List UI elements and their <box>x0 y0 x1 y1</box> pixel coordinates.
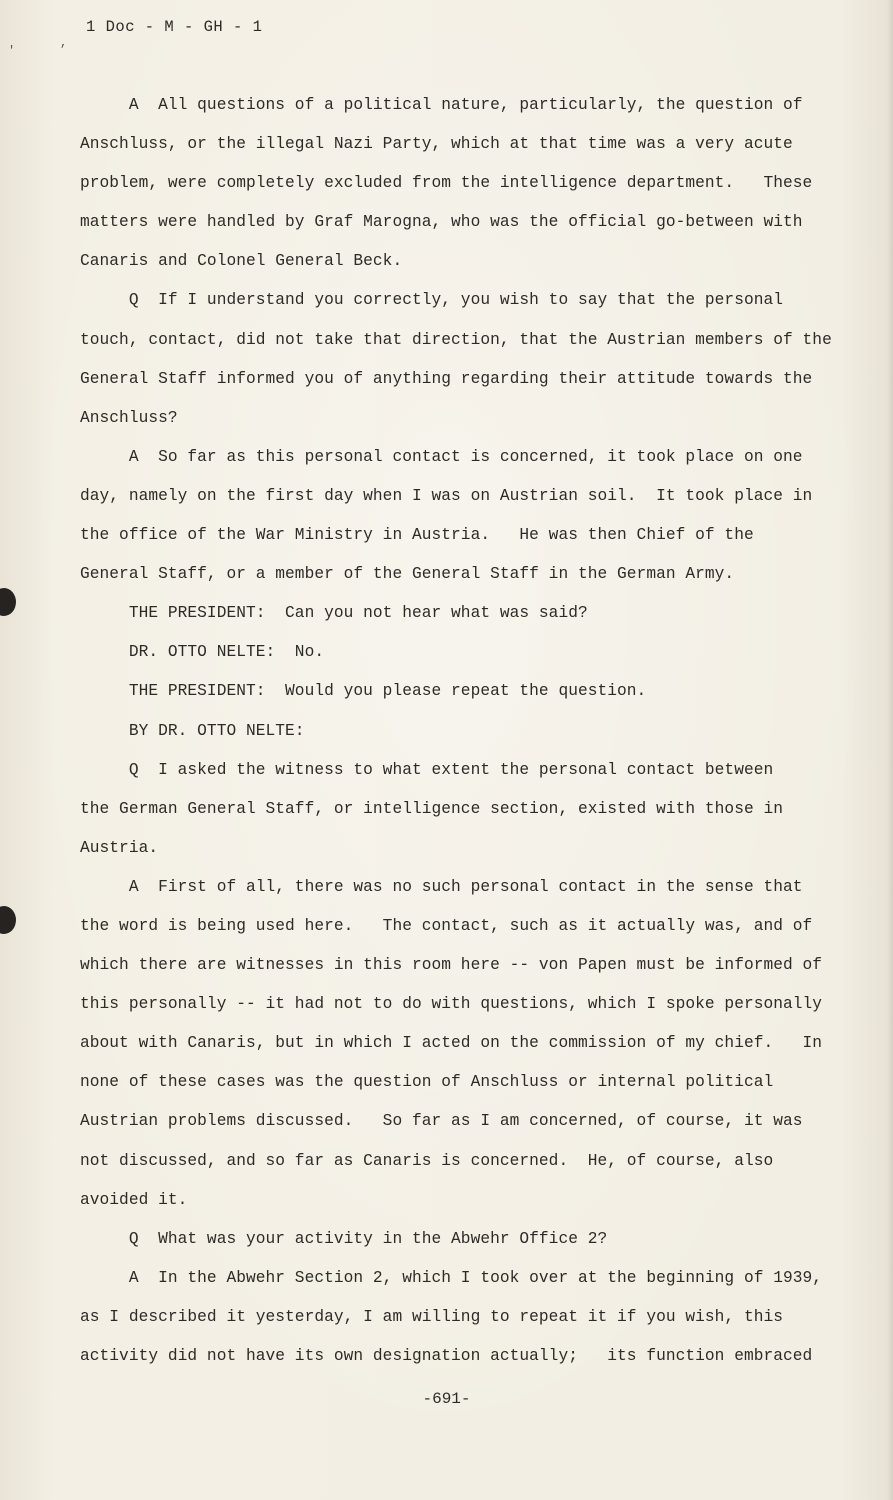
transcript-line: A So far as this personal contact is concerned, it took place on one <box>80 447 803 466</box>
transcript-line: the office of the War Ministry in Austria. He was then Chief of the <box>80 526 754 545</box>
document-header: 1 Doc - M - GH - 1 <box>86 18 263 36</box>
margin-mark: , <box>60 36 68 50</box>
transcript-line: activity did not have its own designation actually; its function embraced <box>80 1347 813 1365</box>
transcript-line: A In the Abwehr Section 2, which I took over at the beginning of 1939, <box>80 1268 823 1287</box>
transcript-line: the German General Staff, or intelligence section, existed with those in <box>80 799 784 818</box>
punch-hole <box>0 906 16 934</box>
transcript-line: as I described it yesterday, I am willing to repeat it if you wish, this <box>80 1307 784 1326</box>
transcript-line: A All questions of a political nature, particularly, the question of <box>80 96 803 114</box>
transcript-line: Canaris and Colonel General Beck. <box>80 252 403 271</box>
margin-mark: ' <box>8 44 16 58</box>
transcript-line: Q I asked the witness to what extent the personal contact between <box>80 760 774 779</box>
transcript-line: THE PRESIDENT: Would you please repeat the question. <box>80 682 647 701</box>
transcript-body <box>80 86 850 1376</box>
transcript-line: not discussed, and so far as Canaris is concerned. He, of course, also <box>80 1151 774 1170</box>
transcript-line: Anschluss, or the illegal Nazi Party, which at that time was a very acute <box>80 135 793 154</box>
transcript-line: avoided it. <box>80 1190 188 1209</box>
transcript-line: matters were handled by Graf Marogna, who was the official go-between with <box>80 213 803 232</box>
transcript-line: touch, contact, did not take that direction, that the Austrian members of the <box>80 330 832 349</box>
transcript-line: about with Canaris, but in which I acted on the commission of my chief. In <box>80 1034 823 1053</box>
transcript-line: which there are witnesses in this room here -- von Papen must be informed of <box>80 956 823 975</box>
transcript-line: Anschluss? <box>80 408 178 427</box>
transcript-line: Austrian problems discussed. So far as I am concerned, of course, it was <box>80 1112 803 1131</box>
transcript-line: General Staff, or a member of the General Staff in the German Army. <box>80 565 735 584</box>
transcript-line: General Staff informed you of anything regarding their attitude towards the <box>80 369 813 388</box>
transcript-line: Q If I understand you correctly, you wish to say that the personal <box>80 291 784 310</box>
transcript-line: none of these cases was the question of Anschluss or internal political <box>80 1073 774 1092</box>
transcript-line: Austria. <box>80 838 159 857</box>
transcript-line: A First of all, there was no such personal contact in the sense that <box>80 877 803 896</box>
punch-hole <box>0 588 16 616</box>
transcript-line: DR. OTTO NELTE: No. <box>80 643 325 662</box>
transcript-line: BY DR. OTTO NELTE: <box>80 721 305 740</box>
transcript-line: Q What was your activity in the Abwehr Office 2? <box>80 1229 608 1248</box>
transcript-line: problem, were completely excluded from the intelligence department. These <box>80 174 813 193</box>
transcript-line: THE PRESIDENT: Can you not hear what was said? <box>80 604 588 623</box>
transcript-line: day, namely on the first day when I was on Austrian soil. It took place in <box>80 486 813 505</box>
page-number: -691- <box>422 1390 471 1408</box>
transcript-line: the word is being used here. The contact, such as it actually was, and of <box>80 916 813 935</box>
transcript-line: this personally -- it had not to do with questions, which I spoke personally <box>80 995 823 1014</box>
